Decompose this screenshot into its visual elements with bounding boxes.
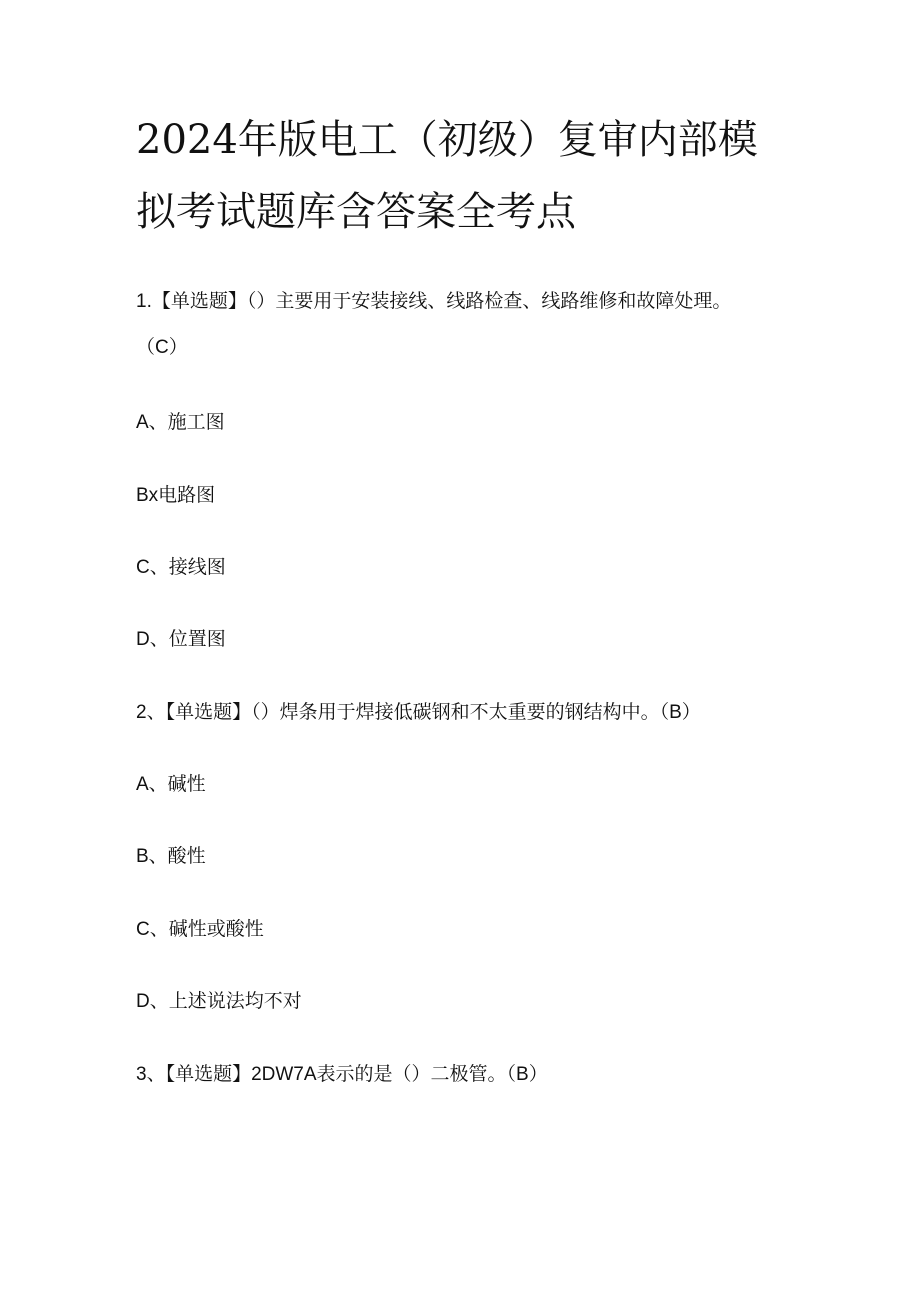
question-2-option-c: C、碱性或酸性	[136, 919, 264, 940]
question-2-option-a: A、碱性	[136, 774, 206, 795]
question-1-stem: 1.【单选题】（）主要用于安装接线、线路检查、线路维修和故障处理。	[136, 291, 732, 312]
question-1-option-a: A、施工图	[136, 412, 225, 433]
question-1-option-c: C、接线图	[136, 557, 226, 578]
document-title-line-1: 2024年版电工（初级）复审内部模	[136, 117, 758, 163]
question-2-stem: 2、【单选题】（）焊条用于焊接低碳钢和不太重要的钢结构中。（B）	[136, 702, 701, 723]
question-1-answer: （C）	[136, 337, 188, 358]
question-1-option-b: Bx电路图	[136, 485, 216, 506]
document-title-line-2: 拟考试题库含答案全考点	[136, 189, 576, 235]
question-2-option-d: D、上述说法均不对	[136, 991, 302, 1012]
question-3-stem: 3、【单选题】2DW7A表示的是（）二极管。（B）	[136, 1064, 548, 1085]
question-1-option-d: D、位置图	[136, 629, 226, 650]
question-2-option-b: B、酸性	[136, 846, 206, 867]
